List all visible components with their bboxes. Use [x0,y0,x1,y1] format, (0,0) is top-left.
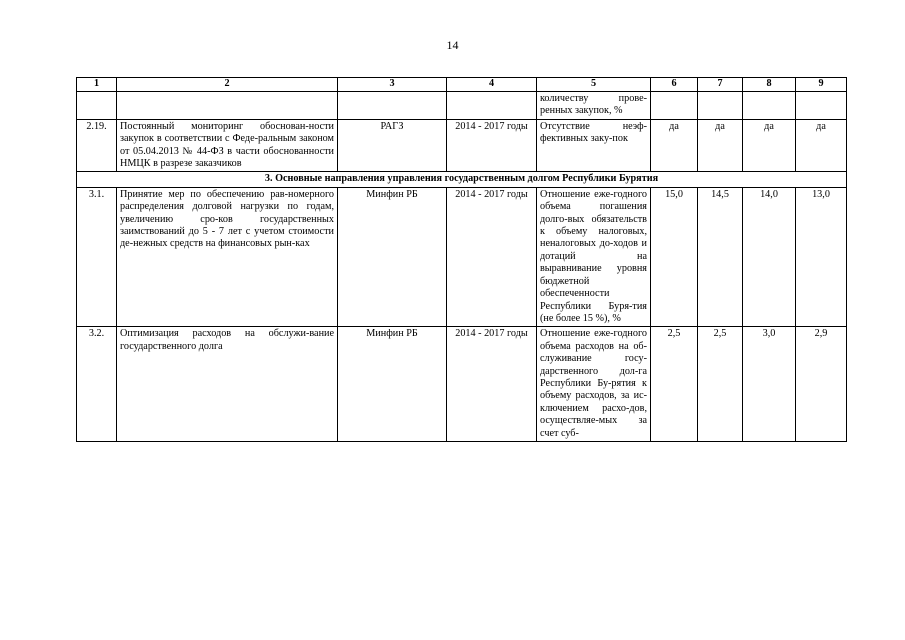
value-cell: 14,0 [743,187,796,326]
value-cell: 14,5 [698,187,743,326]
table-row [77,327,847,442]
indicator-cell: Отсутствие неэф-фективных заку-пок [537,119,651,172]
executor-cell: Минфин РБ [338,327,447,442]
row-number [77,92,117,120]
header-cell: 1 [77,78,117,92]
value-cell: да [698,119,743,172]
value-cell: 13,0 [796,187,847,326]
measure-cell: Оптимизация расходов на обслужи-вание государственного долга [117,327,338,442]
value-cell: 2,5 [698,327,743,442]
section-row [77,172,847,187]
period-cell: 2014 - 2017 годы [447,119,537,172]
section-title: 3. Основные направления управления государственным долгом Республики Бурятия [77,172,847,187]
value-cell [698,92,743,120]
executor-cell [338,92,447,120]
table-row [77,187,847,326]
header-cell: 3 [338,78,447,92]
table-row [77,119,847,172]
value-cell: 2,9 [796,327,847,442]
measure-cell [117,92,338,120]
value-cell: 15,0 [651,187,698,326]
value-cell [743,92,796,120]
header-cell: 9 [796,78,847,92]
measure-cell: Принятие мер по обеспечению рав-номерного распределения долговой нагрузки по годам, увеличению сро-ков государственных заимствований до 5 - 7 лет с учетом стоимости де-нежных средств на финансовых рын-ках [117,187,338,326]
value-cell: да [743,119,796,172]
plan-table [76,77,847,442]
page-number: 14 [446,38,459,52]
period-cell: 2014 - 2017 годы [447,327,537,442]
indicator-cell: Отношение еже-годного объема расходов на об-служивание госу-дарственного дол-га Республики Бу-рятия к объему расходов, за ис-ключением расхо-дов, осуществляе-мых за счет суб- [537,327,651,442]
indicator-cell: количеству прове-ренных закупок, % [537,92,651,120]
period-cell: 2014 - 2017 годы [447,187,537,326]
measure-cell: Постоянный мониторинг обоснован-ности закупок в соответствии с Феде-ральным законом от 05.04.2013 № 44-ФЗ в части обоснованности НМЦК в разрезе заказчиков [117,119,338,172]
period-cell [447,92,537,120]
header-cell: 8 [743,78,796,92]
header-cell: 4 [447,78,537,92]
header-cell: 5 [537,78,651,92]
value-cell: 3,0 [743,327,796,442]
row-number: 3.1. [77,187,117,326]
header-cell: 2 [117,78,338,92]
indicator-cell: Отношение еже-годного объема погашения долго-вых обязательств к объему налоговых, неналоговых до-ходов и дотаций на выравнивание уровня бюджетной обеспеченности Республики Буря-тия (не более 15 %), % [537,187,651,326]
row-number: 2.19. [77,119,117,172]
row-number: 3.2. [77,327,117,442]
header-row [77,78,847,92]
header-cell: 6 [651,78,698,92]
value-cell [796,92,847,120]
header-cell: 7 [698,78,743,92]
executor-cell: Минфин РБ [338,187,447,326]
value-cell: да [796,119,847,172]
executor-cell: РАГЗ [338,119,447,172]
value-cell: да [651,119,698,172]
value-cell [651,92,698,120]
value-cell: 2,5 [651,327,698,442]
table-row [77,92,847,120]
